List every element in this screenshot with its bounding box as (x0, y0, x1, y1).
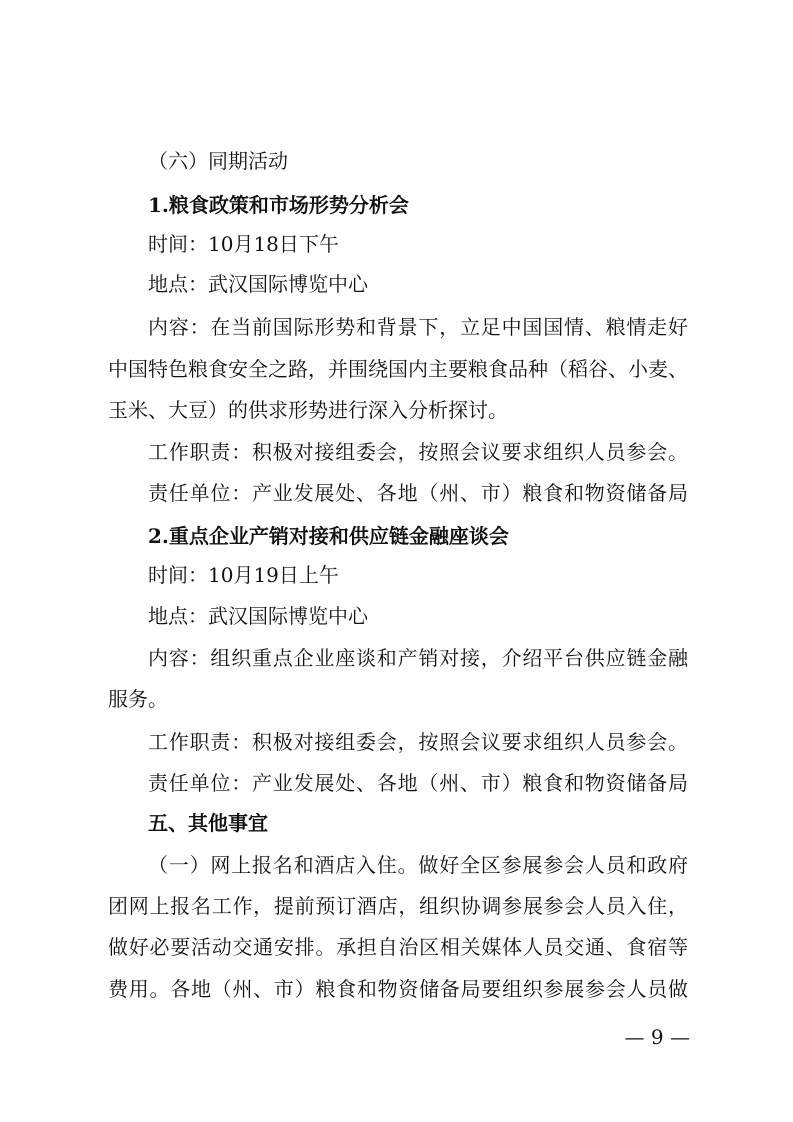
paragraph-1-line-2: 团网上报名工作，提前预订酒店，组织协调参展参会人员入住， (108, 894, 688, 918)
event-1-content-line-3: 玉米、大豆）的供求形势进行深入分析探讨。 (108, 398, 508, 422)
paragraph-1-line-3: 做好必要活动交通安排。承担自治区相关媒体人员交通、食宿等 (108, 935, 688, 959)
event-2-title: 2.重点企业产销对接和供应链金融座谈会 (148, 524, 509, 548)
event-1-time: 时间：10月18日下午 (148, 232, 339, 256)
event-2-content-line-1: 内容：组织重点企业座谈和产销对接，介绍平台供应链金融 (148, 646, 688, 670)
event-2-unit: 责任单位：产业发展处、各地（州、市）粮食和物资储备局 (148, 771, 688, 795)
event-2-duty: 工作职责：积极对接组委会，按照会议要求组织人员参会。 (148, 730, 688, 754)
event-2-content-line-2: 服务。 (108, 687, 168, 711)
event-2-time: 时间：10月19日上午 (148, 563, 339, 587)
paragraph-1-line-4: 费用。各地（州、市）粮食和物资储备局要组织参展参会人员做 (108, 977, 688, 1001)
section-5-heading: 五、其他事宜 (148, 811, 268, 835)
event-1-title: 1.粮食政策和市场形势分析会 (148, 193, 409, 217)
event-1-content-line-1: 内容：在当前国际形势和背景下，立足中国国情、粮情走好 (148, 315, 688, 339)
event-2-location: 地点：武汉国际博览中心 (148, 604, 368, 628)
page-number: — 9 — (624, 1025, 690, 1049)
event-1-duty: 工作职责：积极对接组委会，按照会议要求组织人员参会。 (148, 440, 688, 464)
event-1-location: 地点：武汉国际博览中心 (148, 272, 368, 296)
event-1-content-line-2: 中国特色粮食安全之路，并围绕国内主要粮食品种（稻谷、小麦、 (108, 357, 688, 381)
paragraph-1-line-1: （一）网上报名和酒店入住。做好全区参展参会人员和政府 (148, 853, 688, 877)
event-1-unit: 责任单位：产业发展处、各地（州、市）粮食和物资储备局 (148, 481, 688, 505)
section-6-heading: （六）同期活动 (148, 149, 288, 173)
